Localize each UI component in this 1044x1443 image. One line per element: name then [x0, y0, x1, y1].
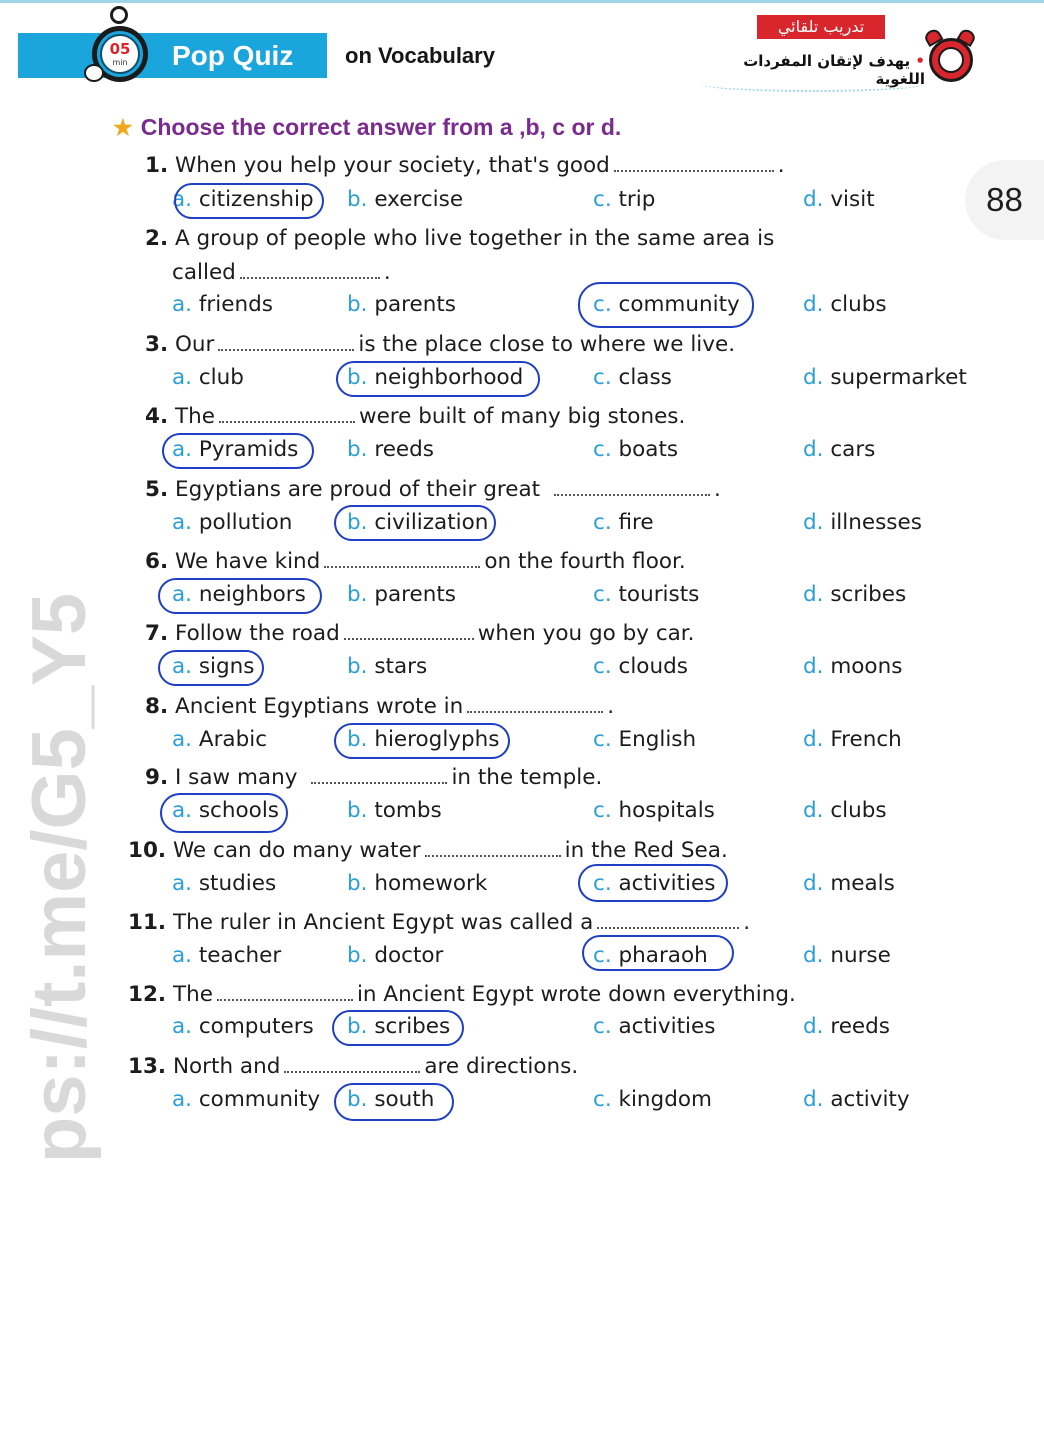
option-b[interactable]: b. exercise: [347, 187, 464, 212]
option-a[interactable]: a. Arabic: [172, 727, 268, 752]
option-d[interactable]: d. nurse: [803, 943, 891, 968]
watermark-text: ps://t.me/G5_Y5: [17, 592, 102, 1164]
answer-circle: [162, 433, 314, 469]
option-a[interactable]: a. pollution: [172, 510, 293, 535]
answer-circle: [174, 183, 324, 219]
option-b[interactable]: b. parents: [347, 292, 457, 317]
option-d[interactable]: d. meals: [803, 871, 895, 896]
arabic-goal-text: • يهدف لإتقان المفردات اللغوية: [743, 52, 925, 88]
answer-circle: [336, 361, 540, 397]
answer-blank: [597, 911, 739, 929]
option-d[interactable]: d. clubs: [803, 798, 887, 823]
option-b[interactable]: b. tombs: [347, 798, 442, 823]
arabic-badge: تدريب تلقائي: [757, 15, 885, 39]
instruction: ★ Choose the correct answer from a ,b, c or d.: [113, 114, 622, 140]
option-b[interactable]: b. homework: [347, 871, 488, 896]
stopwatch-icon: [84, 4, 164, 94]
option-a[interactable]: a. teacher: [172, 943, 282, 968]
option-c[interactable]: c. activities: [593, 871, 716, 896]
option-c[interactable]: c. trip: [593, 187, 656, 212]
question-8: 8. Ancient Egyptians wrote in .: [145, 694, 615, 719]
option-a[interactable]: a. friends: [172, 292, 273, 317]
option-d[interactable]: d. illnesses: [803, 510, 922, 535]
answer-blank: [240, 261, 380, 279]
question-2-line-2: called .: [172, 260, 391, 285]
option-c[interactable]: c. tourists: [593, 582, 700, 607]
option-b[interactable]: b. doctor: [347, 943, 444, 968]
option-d[interactable]: d. scribes: [803, 582, 907, 607]
answer-blank: [311, 766, 447, 784]
option-a[interactable]: a. club: [172, 365, 244, 390]
option-a[interactable]: a. signs: [172, 654, 255, 679]
option-b[interactable]: b. south: [347, 1087, 435, 1112]
option-c[interactable]: c. class: [593, 365, 672, 390]
answer-blank: [344, 622, 474, 640]
option-c[interactable]: c. pharaoh: [593, 943, 708, 968]
option-a[interactable]: a. computers: [172, 1014, 314, 1039]
question-13: 13. North and are directions.: [128, 1054, 579, 1079]
timer-unit: min: [112, 58, 128, 67]
option-d[interactable]: d. cars: [803, 437, 876, 462]
option-b[interactable]: b. neighborhood: [347, 365, 524, 390]
option-c[interactable]: c. hospitals: [593, 798, 715, 823]
question-9: 9. I saw many in the temple.: [145, 765, 603, 790]
star-icon: ★: [113, 115, 133, 140]
alarm-clock-icon: [925, 30, 975, 85]
option-c[interactable]: c. activities: [593, 1014, 716, 1039]
option-a[interactable]: a. citizenship: [172, 187, 314, 212]
answer-circle: [578, 282, 754, 328]
answer-blank: [218, 333, 354, 351]
answer-circle: [160, 793, 288, 833]
option-b[interactable]: b. reeds: [347, 437, 434, 462]
answer-circle: [578, 864, 728, 902]
option-c[interactable]: c. kingdom: [593, 1087, 712, 1112]
question-2: 2. A group of people who live together in the same area is: [145, 226, 775, 251]
answer-circle: [332, 1010, 464, 1046]
answer-circle: [582, 935, 734, 971]
answer-blank: [284, 1055, 420, 1073]
answer-blank: [219, 405, 355, 423]
answer-blank: [324, 550, 480, 568]
option-a[interactable]: a. community: [172, 1087, 321, 1112]
answer-blank: [467, 695, 603, 713]
question-4: 4. The were built of many big stones.: [145, 404, 686, 429]
option-d[interactable]: d. activity: [803, 1087, 910, 1112]
answer-circle: [334, 1083, 454, 1121]
question-10: 10. We can do many water in the Red Sea.: [128, 838, 728, 863]
option-c[interactable]: c. community: [593, 292, 740, 317]
answer-circle: [158, 650, 264, 686]
answer-circle: [334, 505, 496, 541]
answer-blank: [554, 478, 710, 496]
option-b[interactable]: b. stars: [347, 654, 428, 679]
quiz-title: Pop Quiz: [172, 40, 294, 71]
question-6: 6. We have kind on the fourth floor.: [145, 549, 686, 574]
answer-circle: [158, 578, 322, 614]
option-d[interactable]: d. moons: [803, 654, 903, 679]
question-11: 11. The ruler in Ancient Egypt was called a .: [128, 910, 751, 935]
question-12: 12. The in Ancient Egypt wrote down everything.: [128, 982, 796, 1007]
top-border-line: [0, 0, 1044, 3]
answer-blank: [614, 154, 774, 172]
quiz-subtitle: on Vocabulary: [345, 43, 495, 68]
answer-circle: [334, 723, 510, 759]
option-a[interactable]: a. schools: [172, 798, 279, 823]
question-7: 7. Follow the road when you go by car.: [145, 621, 695, 646]
option-d[interactable]: d. supermarket: [803, 365, 967, 390]
cloud-decoration: [700, 76, 925, 92]
option-b[interactable]: b. hieroglyphs: [347, 727, 500, 752]
question-5: 5. Egyptians are proud of their great .: [145, 477, 721, 502]
option-c[interactable]: c. fire: [593, 510, 654, 535]
option-d[interactable]: d. visit: [803, 187, 875, 212]
option-c[interactable]: c. English: [593, 727, 697, 752]
question-1: 1. When you help your society, that's good .: [145, 153, 785, 178]
option-c[interactable]: c. clouds: [593, 654, 688, 679]
option-b[interactable]: b. civilization: [347, 510, 489, 535]
option-b[interactable]: b. scribes: [347, 1014, 451, 1039]
answer-blank: [425, 839, 561, 857]
option-a[interactable]: a. Pyramids: [172, 437, 299, 462]
option-a[interactable]: a. neighbors: [172, 582, 306, 607]
option-a[interactable]: a. studies: [172, 871, 277, 896]
option-d[interactable]: d. French: [803, 727, 902, 752]
option-d[interactable]: d. reeds: [803, 1014, 890, 1039]
page-number: 88: [965, 160, 1044, 240]
option-b[interactable]: b. parents: [347, 582, 457, 607]
answer-blank: [217, 983, 353, 1001]
timer-value: 05: [109, 40, 131, 58]
option-d[interactable]: d. clubs: [803, 292, 887, 317]
option-c[interactable]: c. boats: [593, 437, 679, 462]
question-3: 3. Our is the place close to where we live.: [145, 332, 736, 357]
